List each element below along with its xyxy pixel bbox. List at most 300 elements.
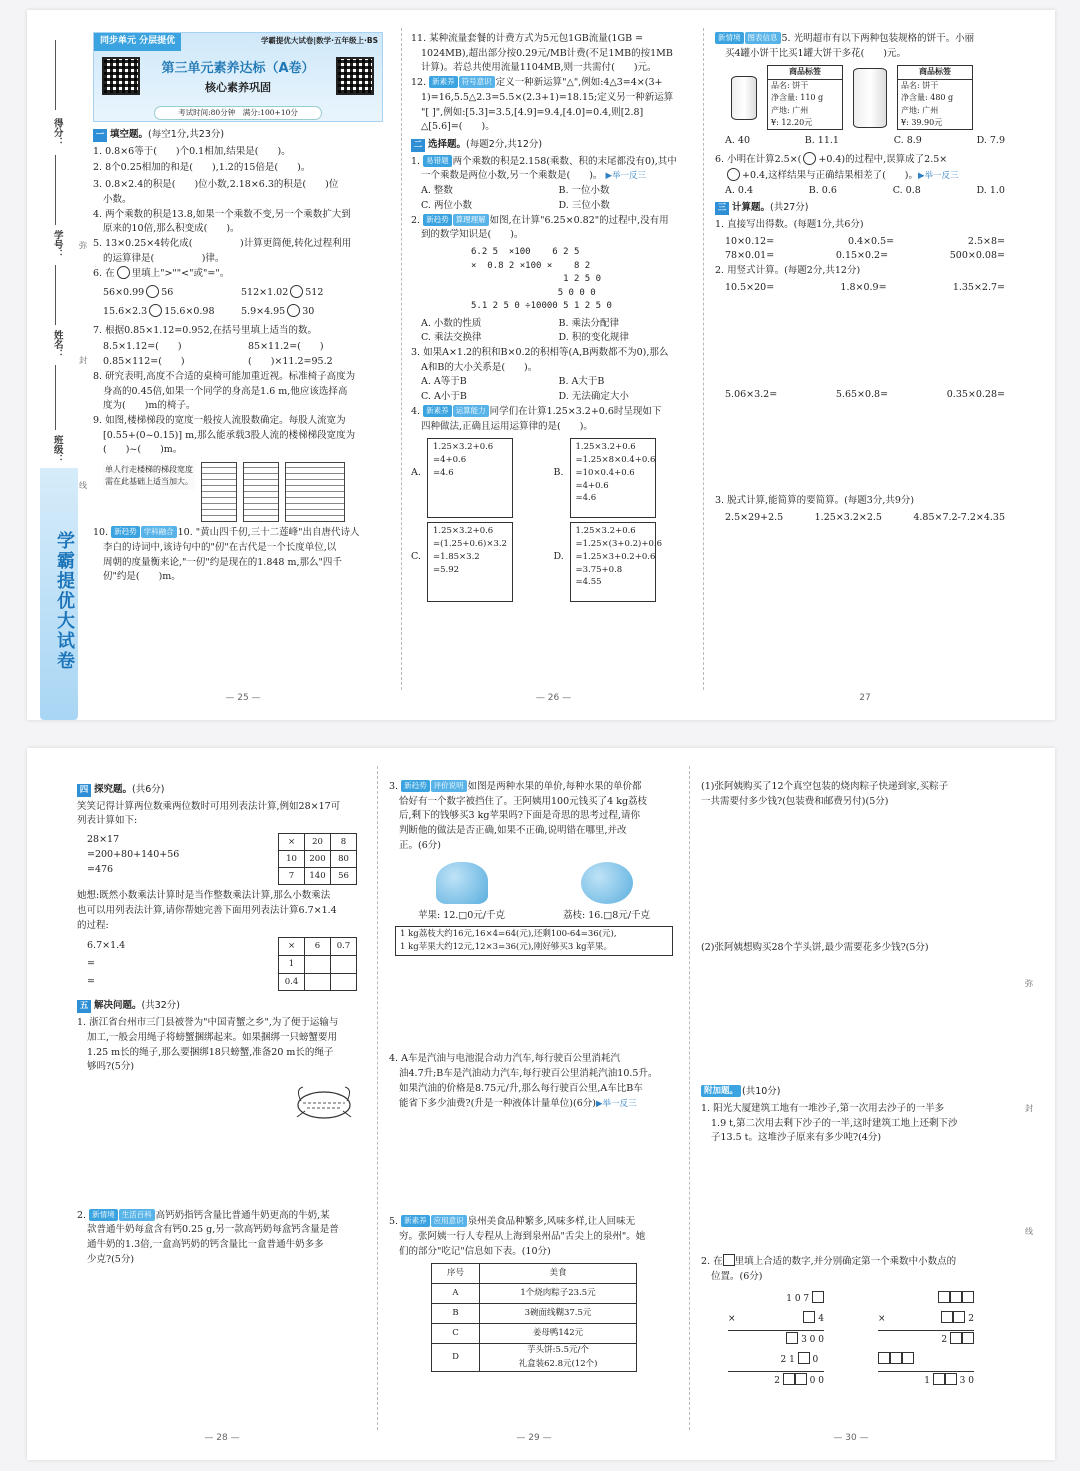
option-b[interactable] (554, 438, 697, 518)
table-cell: 8 (331, 834, 357, 851)
qr-code-icon (336, 57, 374, 95)
question-line: 5. 光明超市有以下两种包装规格的饼干。小丽 (781, 33, 975, 44)
blank-square[interactable] (812, 1291, 824, 1303)
table-cell: 56 (331, 868, 357, 885)
option-d[interactable]: D. 积的变化规律 (558, 332, 629, 344)
table-cell: D (432, 1344, 480, 1371)
fruit-prices (389, 862, 679, 924)
column-divider (401, 28, 402, 690)
question-line: +0.4)的过程中,误算成了2.5× (818, 154, 948, 166)
question-number: 3. (389, 781, 402, 792)
calc-3: 3. 脱式计算,能简算的要简算。(每题3分,共9分) (715, 495, 915, 507)
table-row (279, 956, 357, 974)
options-row (411, 317, 696, 332)
label-line: 品名: 饼干 (901, 80, 939, 90)
question-tag: 易错题 (423, 155, 452, 167)
question-9 (93, 414, 393, 458)
choice-2 (411, 214, 696, 346)
page-28 (77, 748, 367, 1460)
table-cell[interactable] (305, 973, 331, 991)
work-space[interactable] (389, 956, 679, 1052)
question-line: 1024MB),超出部分按0.29元/MB计费(不足1MB的按1MB (421, 47, 673, 59)
question-tag: 符号意识 (459, 76, 495, 88)
table-cell: 140 (305, 868, 331, 885)
stair-person-icon (243, 462, 279, 522)
table-cell: 姜母鸭142元 (480, 1324, 637, 1344)
sub-question-2: (2)张阿姨想购买28个芋头饼,最少需要花多少钱?(5分) (701, 942, 929, 954)
binding-line (55, 40, 56, 110)
question-1: 1. 0.8×6等于( )个0.1相加,结果是( )。 (93, 145, 291, 157)
question-line: 到的数学知识是( )。 (421, 229, 524, 241)
question-4 (93, 208, 393, 237)
question-line: 原来的10倍,那么积变成( )。 (103, 223, 240, 235)
blank-circle[interactable] (727, 168, 740, 181)
question-line: 如图,在计算"6.25×0.82"的过程中,没有用 (489, 214, 669, 226)
compare-row (93, 285, 393, 301)
exam-title: 第三单元素养达标（A卷） (161, 61, 315, 76)
lychee-price: 荔枝: 16.□8元/千克 (562, 910, 651, 922)
question-7: 7. 根据0.85×1.12=0.952,在括号里填上适当的数。 (93, 324, 318, 336)
apple-price: 苹果: 12.□0元/千克 (417, 910, 506, 922)
question-line: 定义一种新运算"△",例如:4△3=4×(3+ (495, 77, 663, 89)
expr: 56 (161, 287, 174, 299)
option-d[interactable] (554, 522, 697, 602)
digit-puzzle-2: × 2 2 1 3 0 (878, 1290, 974, 1391)
blank-square[interactable] (902, 1352, 914, 1364)
options-row (715, 184, 1015, 199)
option-c[interactable]: C. A小于B (421, 391, 467, 403)
option-letter: A. (411, 467, 421, 479)
question-line: 一个乘数是两位小数,另一个乘数是( )。 (421, 170, 603, 182)
method-step: 1.25×3.2+0.6 (575, 526, 636, 537)
method-step: =4.6 (575, 493, 597, 504)
question-line: 够吗?(5分) (87, 1061, 135, 1073)
options-row (411, 184, 696, 199)
method-step: =4+0.6 (433, 455, 467, 466)
question-line: 列表计算如下: (77, 815, 138, 827)
blank-square[interactable] (950, 1332, 962, 1344)
work-space[interactable] (715, 296, 1015, 388)
expr: 5.06×3.2= (725, 388, 778, 400)
question-line: 少克?(5分) (87, 1253, 135, 1265)
page-number: — 29 — (516, 1433, 552, 1444)
step: = (87, 958, 95, 970)
answer-circle[interactable] (287, 304, 300, 317)
blank-square[interactable] (945, 1373, 957, 1385)
table-row (432, 1284, 637, 1304)
question-number: 5. (389, 1216, 402, 1228)
exam-info: 考试时间:80分钟 满分:100+10分 (154, 106, 322, 120)
question-line: 11. 某种流量套餐的计费方式为5元包1GB流量(1GB = (411, 33, 644, 44)
option-d[interactable]: D. 三位小数 (558, 199, 610, 211)
option-b[interactable]: B. 乘法分配律 (558, 317, 620, 329)
method-step: =(1.25+0.6)×3.2 (433, 539, 507, 550)
table-cell: C (432, 1324, 480, 1344)
class-label: 班级： (51, 435, 63, 464)
label-head: 商品标签 (768, 66, 842, 79)
answer-circle[interactable] (290, 285, 303, 298)
question-line: 的过程: (77, 919, 109, 931)
table-header-cell: 序号 (432, 1264, 480, 1284)
question-line: 泉州美食品种繁多,风味多样,让人回味无 (467, 1216, 636, 1228)
blank-square[interactable] (803, 1311, 815, 1323)
option-c[interactable]: C. 8.9 (893, 135, 922, 147)
option-c[interactable]: C. 0.8 (892, 184, 921, 196)
question-line: 们的部分"吃记"信息如下表。(10分) (399, 1245, 551, 1257)
sub-question-1 (701, 780, 1001, 809)
work-space[interactable] (701, 956, 1001, 1082)
page-number: 27 (859, 693, 871, 704)
option-c[interactable]: C. 乘法交换律 (421, 332, 482, 344)
question-line: +0.4,这样结果与正确结果相差了( )。 (742, 169, 919, 181)
option-letter: B. (553, 467, 564, 479)
calc-row (715, 249, 1015, 264)
table-cell: 80 (331, 851, 357, 868)
student-id-label: 学号： (51, 230, 63, 259)
section-heading (715, 201, 1015, 216)
question-line: A和B的大小关系是( )。 (421, 361, 538, 373)
question-line: 位置。(6分) (711, 1270, 763, 1282)
blank-square[interactable] (941, 1311, 953, 1323)
question-line: 高钙奶指钙含量比普通牛奶更高的牛奶,某 (155, 1209, 330, 1221)
option-c[interactable] (411, 522, 554, 602)
question-line: 计算)。若总共使用流量1104MB,则一共需付( )元。 (421, 62, 657, 74)
stair-figure (93, 462, 393, 522)
blank-square[interactable] (953, 1311, 965, 1323)
blank-square[interactable] (798, 1352, 810, 1364)
label-line: ¥: 39.90元 (901, 118, 943, 127)
question-number: 12. (411, 77, 430, 89)
large-biscuit-can-icon (853, 68, 887, 128)
label-head: 商品标签 (898, 66, 972, 79)
binding-line (55, 265, 56, 325)
question-line: 四种做法,正确且运用运算律的是( )。 (421, 420, 593, 432)
question-line: 款普通牛奶每盒含有钙0.25 g,另一款高钙奶每盒钙含量是普 (87, 1224, 339, 1236)
work-space[interactable] (77, 1127, 367, 1209)
question-line: 如果汽油的价格是8.75元/升,那么每行驶百公里,A车比B车 (399, 1082, 643, 1094)
question-10 (93, 526, 393, 585)
seal-char: 封 (1025, 1104, 1033, 1113)
expr: 56×0.99 (103, 287, 145, 299)
calc-1: 1. 直接写出得数。(每题1分,共6分) (715, 218, 864, 230)
question-line: ( )~( )m。 (103, 444, 183, 456)
question-line: △[5.6]=( )。 (421, 121, 495, 133)
section-number: 三 (715, 202, 729, 215)
compare-row (93, 304, 393, 320)
question-line: 她想:既然小数乘法计算时是当作整数乘法计算,那么小数乘法 (77, 890, 331, 902)
page-number: — 28 — (204, 1433, 240, 1444)
fill-row (93, 355, 393, 370)
blank-square[interactable] (962, 1291, 974, 1303)
table-cell[interactable] (305, 956, 331, 974)
stair-person-icon (201, 462, 237, 522)
product-label-large (897, 65, 973, 130)
blank-square[interactable] (962, 1332, 974, 1344)
blank-square[interactable] (950, 1291, 962, 1303)
option-a[interactable]: A. A等于B (421, 376, 467, 388)
column-divider (703, 28, 704, 690)
work-space[interactable] (701, 1146, 1001, 1254)
crab-icon (87, 1081, 357, 1127)
section-title: 探究题。 (94, 784, 133, 795)
blank-square[interactable] (783, 1373, 795, 1385)
method-step: =4+0.6 (575, 480, 609, 491)
method-step: =4.55 (575, 577, 602, 588)
product-labels (731, 65, 1015, 130)
option-d[interactable]: D. 7.9 (976, 135, 1005, 147)
option-b[interactable]: B. 11.1 (804, 135, 839, 147)
page-number: — 30 — (833, 1433, 869, 1444)
question-line: 一共需要付多少钱?(包装费和邮费另付)(5分) (701, 795, 889, 807)
table-cell: 10 (279, 851, 305, 868)
exam-header (93, 32, 383, 122)
practice-link[interactable]: ▶举一反三 (918, 170, 959, 181)
page-27 (715, 10, 1015, 720)
expr: 0.15×0.2= (835, 250, 889, 262)
blank-square[interactable] (786, 1332, 798, 1344)
expr: 5.9×4.95 (241, 305, 286, 317)
apple-price-card (418, 862, 505, 924)
table-cell: 1个烧肉粽子23.5元 (480, 1284, 637, 1304)
question-tag: 新情境 (89, 1209, 118, 1221)
step: =476 (87, 863, 114, 875)
question-line: 身高的0.45倍,如果一个同学的身高是1.6 m,他应该选择高 (103, 385, 348, 397)
question-line: 3. 如果A×1.2的积和B×0.2的积相等(A,B两数都不为0),那么 (411, 347, 669, 358)
work-space[interactable] (715, 402, 1015, 494)
question-2: 2. 8个0.25相加的和是( ),1.2的15倍是( )。 (93, 162, 311, 174)
option-c[interactable]: C. 两位小数 (421, 199, 472, 211)
vertical-calculation: 6.2 5 ×100 6 2 5 × 0.8 2 ×100 × 8 2 1 2 5 0 5 0 0 0 5.1 2 5 0 ÷10000 5 1 2 5 0 (471, 247, 612, 312)
answer-circle[interactable] (146, 285, 159, 298)
lychee-price-card (563, 862, 650, 924)
label-line: 品名: 饼干 (771, 80, 809, 90)
digit-puzzles (701, 1290, 1001, 1391)
table-row (279, 973, 357, 991)
option-a[interactable]: A. 整数 (421, 185, 453, 197)
question-line: 同学们在计算1.25×3.2+0.6时呈现如下 (489, 405, 662, 417)
answer-circle[interactable] (149, 304, 162, 317)
section-number: 一 (93, 129, 107, 142)
option-a[interactable] (411, 438, 554, 518)
expr: 0.4×0.5= (847, 235, 895, 247)
question-line: 买4罐小饼干比买1罐大饼干多花( )元。 (725, 47, 907, 59)
lychee-icon (581, 862, 633, 904)
question-tag: 应用意识 (431, 1215, 467, 1227)
table-cell[interactable] (331, 956, 357, 974)
section-number: 五 (77, 1000, 91, 1013)
problem-3 (389, 780, 679, 854)
options-row (411, 331, 696, 346)
option-d[interactable]: D. 无法确定大小 (558, 391, 629, 403)
question-line: 仞"约是( )m。 (103, 571, 181, 583)
table-cell: 20 (305, 834, 331, 851)
option-b[interactable]: B. A大于B (558, 376, 605, 388)
expr: 30 (302, 305, 315, 317)
table-cell: 7 (279, 868, 305, 885)
page-25 (93, 10, 393, 720)
bottom-sheet (27, 748, 1055, 1460)
digit-puzzle-1: 1 0 7 × 4 3 0 0 2 1 0 2 0 0 (728, 1290, 824, 1391)
answer-circle[interactable] (117, 266, 130, 279)
question-line: 恰好有一个数字被挡住了。王阿姨用100元钱买了4 kg荔枝 (399, 795, 648, 807)
binding-line (55, 155, 56, 225)
section-number: 四 (77, 784, 91, 797)
section-title: 填空题。 (110, 129, 149, 140)
question-line: 后,剩下的钱够买3 kg苹果吗?下面是奇思的思考过程,请你 (399, 810, 641, 822)
option-d[interactable]: D. 1.0 (976, 184, 1005, 196)
blank-square[interactable] (933, 1373, 945, 1385)
method-box (427, 522, 513, 602)
question-line: 8. 研究表明,高度不合适的桌椅可能加重近视。标准椅子高度为 (93, 370, 356, 382)
question-5 (93, 237, 393, 266)
blank-square[interactable] (890, 1352, 902, 1364)
question-tag: 新趋势 (111, 526, 140, 538)
top-sheet (27, 10, 1055, 720)
example-table (278, 833, 357, 885)
example-steps (77, 833, 179, 885)
question-line: 李白的诗词中,该诗句中的"仞"在古代是一个长度单位,以 (103, 541, 337, 553)
page-30 (701, 748, 1001, 1460)
option-b[interactable]: B. 0.6 (808, 184, 837, 196)
label-line: 产地: 广州 (771, 105, 809, 115)
blank-square[interactable] (938, 1291, 950, 1303)
question-11 (411, 32, 696, 76)
question-8 (93, 370, 393, 414)
question-line: (1)张阿姨购买了12个真空包装的烧肉粽子快递到家,买粽子 (701, 781, 949, 792)
expr: 512 (305, 287, 324, 299)
question-number: 2. (411, 214, 424, 226)
page-29 (389, 748, 679, 1460)
table-cell: 芋头饼:5.5元/个 礼盒装62.8元(12个) (480, 1344, 637, 1371)
question-number: 10. (93, 527, 112, 539)
table-row (279, 834, 357, 851)
question-3 (93, 178, 393, 207)
question-number: 2. (77, 1209, 90, 1221)
section-note: (每题2分,共12分) (466, 139, 543, 151)
blank-square[interactable] (795, 1373, 807, 1385)
question-line: 也可以用列表法计算,请你帮她完善下面用列表法计算6.7×1.4 (77, 904, 337, 916)
section-heading (701, 1085, 1001, 1100)
blank-square[interactable] (723, 1254, 735, 1266)
question-line: 里填上合适的数字,并分别确定第一个乘数中小数点的 (734, 1256, 957, 1268)
question-tag: 新素养 (423, 405, 452, 417)
step: =200+80+140+56 (87, 848, 180, 860)
expr: 4.85×7.2-7.2×4.35 (913, 512, 1005, 524)
series-banner: 学霸提优大试卷 (40, 468, 78, 720)
question-tag: 图表信息 (745, 32, 781, 44)
question-line: 9. 如图,楼梯梯段的宽度一般按人流股数确定。每股人流宽为 (93, 414, 346, 426)
question-line: 通牛奶的1.3倍,一盒高钙奶的钙含量比一盒普通牛奶多多 (87, 1239, 324, 1251)
expr: 15.6×2.3 (103, 305, 148, 317)
table-row (279, 868, 357, 885)
question-tag: 生活百科 (119, 1209, 155, 1221)
table-cell[interactable] (331, 973, 357, 991)
problem-1 (77, 1016, 367, 1075)
task-table[interactable] (278, 937, 357, 991)
method-box (427, 438, 513, 518)
bonus-2 (701, 1254, 1001, 1284)
expr: 5.65×0.8= (835, 388, 889, 400)
question-6 (93, 266, 393, 282)
question-line: 1.25 m长的绳子,那么要捆绑18只螃蟹,准备20 m长的绳子 (87, 1046, 334, 1058)
method-step: 1.25×3.2+0.6 (433, 442, 494, 453)
binding-strip (27, 10, 87, 720)
method-step: =3.75+0.8 (575, 564, 623, 575)
option-a[interactable]: A. 40 (725, 135, 750, 147)
seal-char: 弥 (79, 241, 87, 250)
calc-row (715, 511, 1015, 526)
question-line: 判断他的做法是否正确,如果不正确,说明错在哪里,并改 (399, 825, 627, 837)
choice-1 (411, 155, 696, 214)
work-space[interactable] (701, 809, 1001, 941)
question-line: 度为( )m的椅子。 (103, 400, 196, 412)
expr: 78×0.01= (725, 250, 775, 262)
practice-link[interactable]: ▶举一反三 (595, 1098, 637, 1109)
choice-6 (715, 152, 1015, 198)
expr: 0.35×0.28= (946, 388, 1005, 400)
option-b[interactable]: B. 一位小数 (558, 185, 610, 197)
option-a[interactable]: A. 0.4 (725, 184, 754, 196)
method-step: =5.92 (433, 564, 460, 575)
work-space[interactable] (389, 1111, 679, 1215)
choice-5 (715, 32, 1015, 61)
table-method-task (77, 937, 367, 991)
section-title: 计算题。 (732, 202, 771, 214)
question-line: 笑笑记得计算两位数乘两位数时可用列表法计算,例如28×17可 (77, 800, 341, 812)
blank-square[interactable] (878, 1352, 890, 1364)
question-tag: 评价说明 (431, 780, 467, 792)
table-cell: 0.4 (279, 973, 305, 991)
section-note: (共27分) (770, 202, 809, 214)
question-12 (411, 76, 696, 135)
question-tag: 新情境 (715, 32, 744, 44)
table-cell: 0.7 (331, 938, 357, 956)
page-number: — 26 — (535, 693, 572, 704)
question-line: 6. 小明在计算2.5×( (715, 154, 802, 166)
seal-char: 线 (1025, 1227, 1033, 1236)
question-text: 里填上">""<"或"="。 (131, 268, 230, 280)
stair-person-icon (285, 462, 345, 522)
question-line: 如图是两种水果的单价,每种水果的单价都 (467, 781, 642, 792)
practice-link[interactable]: ▶举一反三 (605, 171, 647, 182)
table-row (279, 938, 357, 956)
method-step: =10×0.4+0.6 (575, 467, 635, 478)
label-line: 净含量: 480 g (901, 93, 954, 103)
food-table (431, 1263, 637, 1371)
series-title: 学霸提优大试卷|数学·五年级上·BS (260, 36, 378, 45)
expr: 2.5×29+2.5 (725, 512, 784, 524)
question-number: 4. (411, 405, 424, 417)
problem-4 (389, 1052, 679, 1111)
question-line: 3. 0.8×2.4的积是( )位小数,2.18×6.3的积是( )位 (93, 179, 339, 191)
option-letter: D. (553, 551, 564, 563)
seal-char: 线 (79, 481, 87, 490)
blank-circle[interactable] (803, 152, 816, 165)
options-row (411, 199, 696, 214)
question-line: 能省下多少油费?(升是一种液体计量单位)(6分) (399, 1097, 596, 1109)
method-step: =1.25×3+0.2+0.6 (575, 551, 656, 562)
exam-subtitle: 核心素养巩固 (205, 81, 271, 94)
problem-2 (77, 1209, 367, 1268)
expr: 10×0.12= (725, 235, 775, 247)
step: 28×17 (87, 834, 120, 846)
question-line: 10. "黄山四千仞,三十二莲峰"出自唐代诗人 (177, 527, 360, 539)
expr: 85×11.2=( ) (248, 341, 324, 353)
option-a[interactable]: A. 小数的性质 (421, 317, 482, 329)
expr: 8.5×1.12=( ) (103, 341, 182, 353)
section-heading (411, 138, 696, 153)
question-line: 1)=16,5.5△2.3=5.5×(2.3+1)=18.15;定义另一种新运算 (421, 91, 674, 103)
